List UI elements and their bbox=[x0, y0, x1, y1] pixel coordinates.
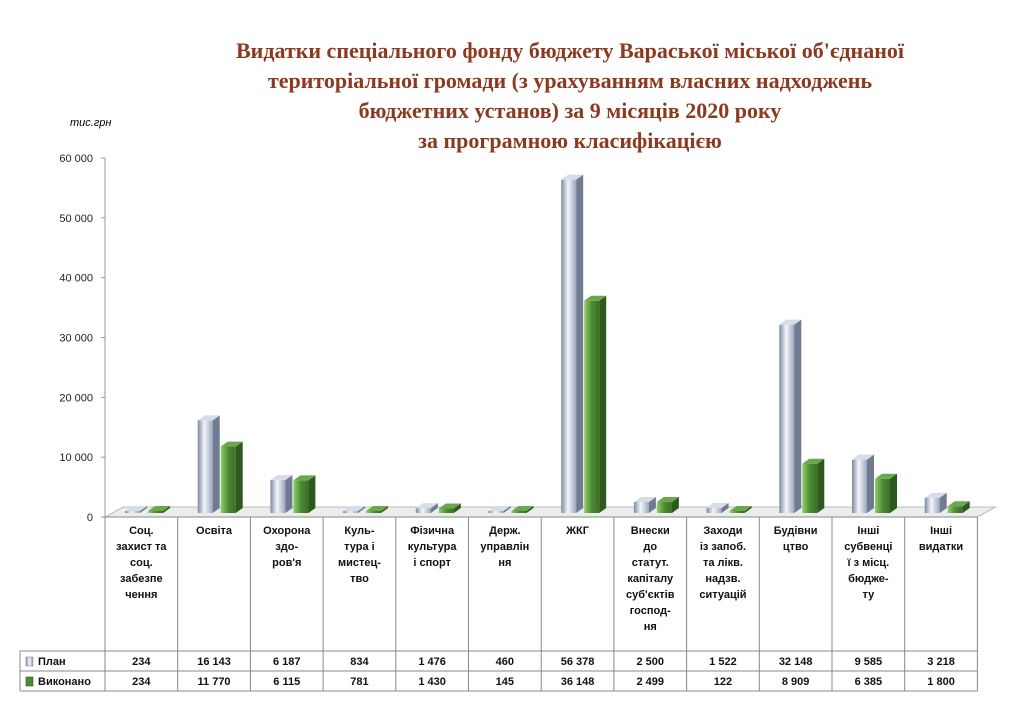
y-axis-unit-label: тис.грн bbox=[70, 117, 112, 129]
category-label: надзв. bbox=[705, 573, 741, 585]
category-label: Заходи bbox=[703, 525, 743, 537]
table-cell-value: 122 bbox=[713, 676, 733, 688]
bar-front bbox=[293, 480, 308, 513]
bar-front bbox=[948, 506, 963, 513]
table-cell-value: 234 bbox=[132, 676, 151, 688]
table-cell-value: 1 476 bbox=[418, 656, 446, 668]
chart-title-line: територіальної громади (з урахуванням власних надходжень bbox=[267, 68, 873, 93]
bar bbox=[293, 475, 315, 513]
bar bbox=[875, 474, 897, 513]
category-label: ЖКГ bbox=[566, 525, 590, 537]
category-label: із запоб. bbox=[699, 541, 747, 553]
category-label: ї з місц. bbox=[847, 557, 890, 569]
bar-front bbox=[730, 511, 745, 513]
y-tick-label: 30 000 bbox=[59, 332, 93, 345]
chart-title-line: бюджетних установ) за 9 місяців 2020 року bbox=[358, 98, 782, 123]
bar-front bbox=[512, 511, 527, 513]
category-label: бюдже- bbox=[848, 573, 889, 585]
category-label: Охорона bbox=[263, 525, 311, 537]
category-label: капіталу bbox=[627, 573, 674, 585]
table-cell-value: 56 378 bbox=[560, 656, 595, 668]
category-label: ситуацій bbox=[699, 589, 747, 601]
bar bbox=[198, 415, 220, 513]
table-cell-value: 9 585 bbox=[854, 656, 883, 668]
bar-side bbox=[236, 442, 243, 513]
table-cell-value: 1 800 bbox=[927, 676, 955, 688]
bar-front bbox=[270, 480, 285, 513]
chart-title-line: за програмною класифікацією bbox=[418, 128, 722, 153]
category-label: господ- bbox=[629, 605, 671, 617]
y-tick-label: 50 000 bbox=[59, 212, 93, 225]
category-label: захист та bbox=[116, 541, 167, 553]
bar-side bbox=[213, 415, 220, 513]
category-label: тво bbox=[350, 573, 369, 585]
table-cell-value: 6 115 bbox=[273, 676, 301, 688]
legend-key bbox=[26, 657, 33, 666]
bar-side bbox=[817, 459, 824, 513]
bar-front bbox=[925, 498, 940, 513]
legend-label: План bbox=[38, 656, 66, 668]
bar-front bbox=[707, 508, 722, 513]
bar bbox=[852, 455, 874, 513]
category-label: статут. bbox=[631, 557, 669, 569]
y-tick-label: 10 000 bbox=[59, 452, 93, 465]
category-label: суб'єктів bbox=[626, 589, 675, 601]
bar bbox=[561, 175, 583, 513]
category-label: Інші bbox=[930, 525, 953, 537]
table-cell-value: 145 bbox=[495, 676, 515, 688]
table-cell-value: 11 770 bbox=[197, 676, 231, 688]
category-label: ров'я bbox=[272, 557, 302, 569]
table-cell-value: 234 bbox=[132, 656, 151, 668]
category-label: чення bbox=[125, 589, 158, 601]
bar-front bbox=[852, 460, 867, 513]
table-cell-value: 2 499 bbox=[636, 676, 665, 688]
category-label: Фізична bbox=[410, 525, 455, 537]
chart-title-line: Видатки спеціального фонду бюджету Вараської міської об'єднаної bbox=[235, 38, 904, 63]
category-label: Куль- bbox=[344, 525, 375, 537]
bar bbox=[802, 459, 824, 513]
bar-front bbox=[343, 511, 358, 513]
table-cell-value: 1 522 bbox=[709, 656, 737, 668]
table-cell-value: 16 143 bbox=[197, 656, 231, 668]
bar-front bbox=[125, 511, 140, 513]
bar bbox=[584, 296, 606, 513]
bar-front bbox=[366, 511, 381, 513]
bar-side bbox=[599, 296, 606, 513]
category-label: культура bbox=[407, 541, 457, 553]
y-tick-label: 0 bbox=[86, 512, 93, 524]
table-cell-value: 3 218 bbox=[927, 656, 955, 668]
bar-front bbox=[779, 325, 794, 513]
bar-front bbox=[416, 508, 431, 513]
category-label: мистец- bbox=[337, 557, 381, 569]
bar-side bbox=[285, 475, 292, 513]
category-label: субвенці bbox=[844, 541, 893, 553]
category-label: управлін bbox=[480, 541, 530, 553]
category-label: здо- bbox=[275, 541, 299, 553]
bar bbox=[779, 320, 801, 513]
legend-key bbox=[26, 677, 33, 686]
category-label: та лікв. bbox=[702, 557, 743, 569]
bar-front bbox=[221, 447, 236, 513]
legend-label: Виконано bbox=[38, 676, 91, 688]
table-cell-value: 6 187 bbox=[272, 656, 301, 668]
table-cell-value: 834 bbox=[350, 656, 369, 668]
category-label: ту bbox=[862, 589, 875, 601]
y-tick-label: 40 000 bbox=[59, 272, 93, 285]
bar-front bbox=[802, 464, 817, 513]
category-label: цтво bbox=[782, 541, 809, 553]
bar-front bbox=[875, 479, 890, 513]
bar bbox=[925, 493, 947, 513]
category-label: забезпе bbox=[120, 573, 163, 585]
bar-front bbox=[657, 502, 672, 513]
bar bbox=[270, 475, 292, 513]
bar-front bbox=[561, 180, 576, 513]
y-tick-label: 20 000 bbox=[59, 392, 93, 405]
bar bbox=[221, 442, 243, 513]
category-label: Держ. bbox=[489, 525, 521, 537]
category-label: Внески bbox=[630, 525, 670, 537]
category-label: тура і bbox=[344, 541, 375, 553]
category-label: Соц. bbox=[129, 525, 154, 537]
y-tick-label: 60 000 bbox=[59, 153, 93, 165]
category-label: до bbox=[643, 541, 658, 553]
category-label: Інші bbox=[857, 525, 880, 537]
bar-side bbox=[890, 474, 897, 513]
category-label: Освіта bbox=[196, 525, 233, 537]
bar-side bbox=[576, 175, 583, 513]
bar-front bbox=[634, 502, 649, 513]
bar-front bbox=[148, 511, 163, 513]
table-cell-value: 8 909 bbox=[781, 676, 810, 688]
bar-front bbox=[439, 508, 454, 513]
table-cell-value: 2 500 bbox=[636, 656, 665, 668]
category-label: видатки bbox=[918, 541, 964, 553]
bar-side bbox=[308, 475, 315, 513]
table-cell-value: 1 430 bbox=[418, 676, 446, 688]
bar-front bbox=[584, 301, 599, 513]
bar-front bbox=[198, 420, 213, 513]
table-cell-value: 36 148 bbox=[560, 676, 595, 688]
table-cell-value: 32 148 bbox=[778, 656, 813, 668]
category-label: і спорт bbox=[413, 557, 451, 569]
bar-side bbox=[794, 320, 801, 513]
bar-front bbox=[489, 511, 504, 513]
category-label: ня bbox=[498, 557, 512, 569]
table-cell-value: 6 385 bbox=[854, 676, 883, 688]
category-label: Будівни bbox=[773, 525, 818, 537]
bar-side bbox=[867, 455, 874, 513]
category-label: ня bbox=[643, 621, 657, 633]
table-cell-value: 460 bbox=[495, 656, 515, 668]
category-label: соц. bbox=[130, 557, 153, 569]
table-cell-value: 781 bbox=[350, 676, 369, 688]
